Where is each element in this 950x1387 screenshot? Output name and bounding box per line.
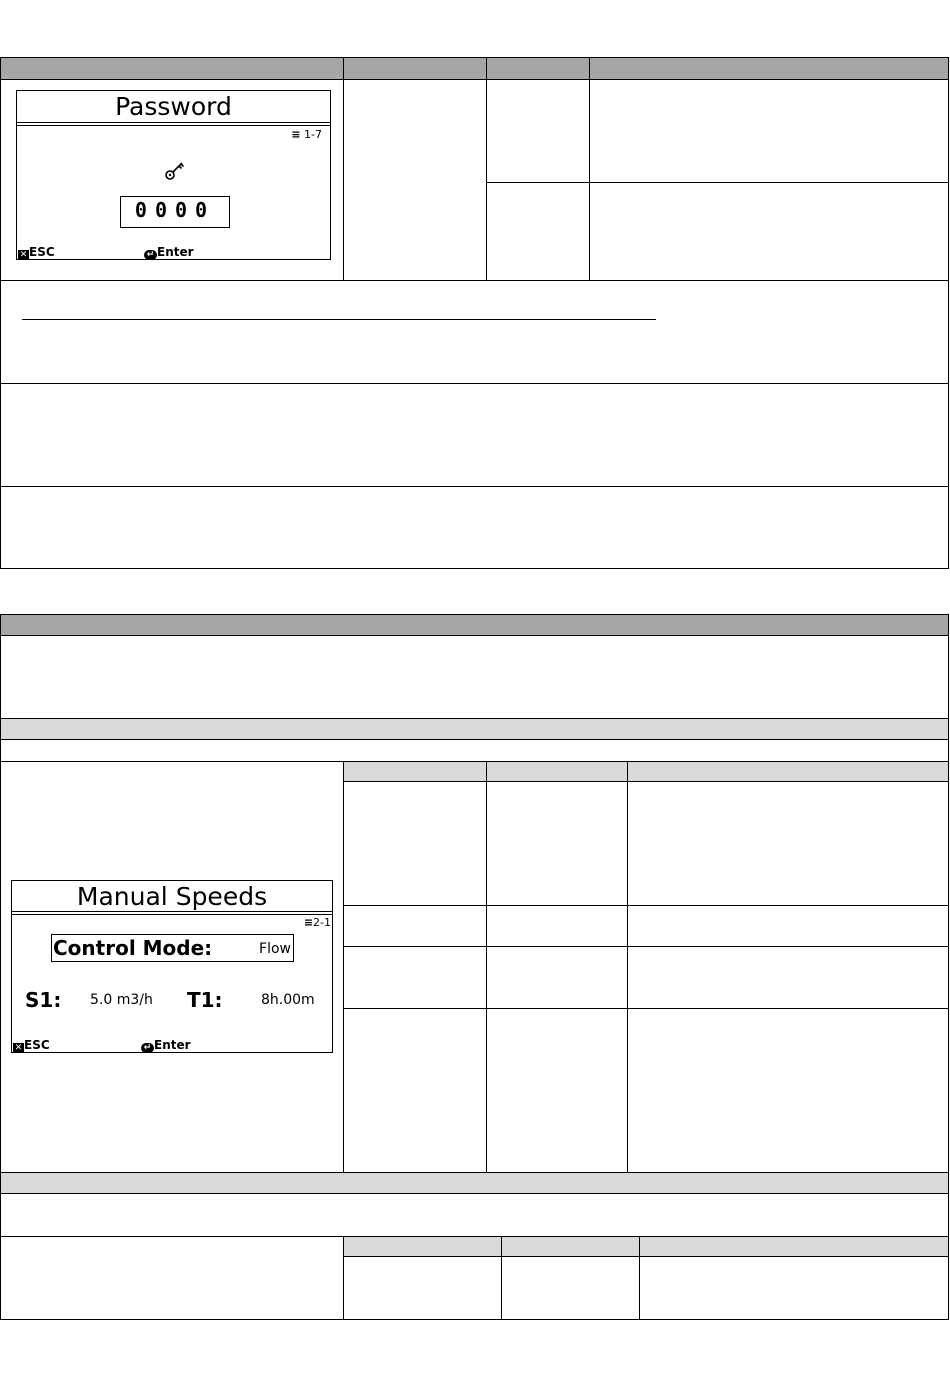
bottom-table-header <box>1 615 948 635</box>
control-mode-value: Flow <box>259 941 291 957</box>
password-digits-input[interactable]: 0000 <box>120 196 230 228</box>
enter-button-2[interactable]: ↵ Enter <box>141 1038 191 1053</box>
password-lcd-screen <box>16 90 331 260</box>
control-mode-label: Control Mode: <box>53 936 213 960</box>
page-indicator-2: ≡2-1 <box>303 916 331 929</box>
enter-icon: ↵ <box>144 250 157 260</box>
subsection-header-1 <box>1 719 948 739</box>
section-underline <box>22 319 656 320</box>
subsection-header-2 <box>1 1173 948 1193</box>
manual-speeds-lcd-screen <box>11 880 333 1053</box>
close-box-icon: ✕ <box>14 1043 23 1053</box>
parameter-table-header-2 <box>344 1237 948 1256</box>
esc-button[interactable]: ✕ ESC <box>19 245 55 260</box>
enter-icon: ↵ <box>141 1043 154 1053</box>
page-indicator: ≡ 1-7 <box>291 128 322 141</box>
t1-label: T1: <box>187 988 223 1012</box>
close-box-icon: ✕ <box>19 250 28 260</box>
s1-label: S1: <box>25 988 62 1012</box>
parameter-table-header <box>344 762 948 781</box>
manual-speeds-title: Manual Speeds <box>76 882 268 911</box>
password-title: Password <box>115 92 232 121</box>
menu-list-icon: ≡ <box>291 128 301 141</box>
esc-button-2[interactable]: ✕ ESC <box>14 1038 50 1053</box>
t1-value[interactable]: 8h.00m <box>261 992 315 1008</box>
top-table-header <box>1 58 948 79</box>
key-icon <box>163 159 187 183</box>
control-mode-selector[interactable] <box>51 934 294 962</box>
menu-list-icon: ≡ <box>303 916 314 929</box>
s1-value[interactable]: 5.0 m3/h <box>90 992 153 1008</box>
enter-button[interactable]: ↵ Enter <box>144 245 194 260</box>
